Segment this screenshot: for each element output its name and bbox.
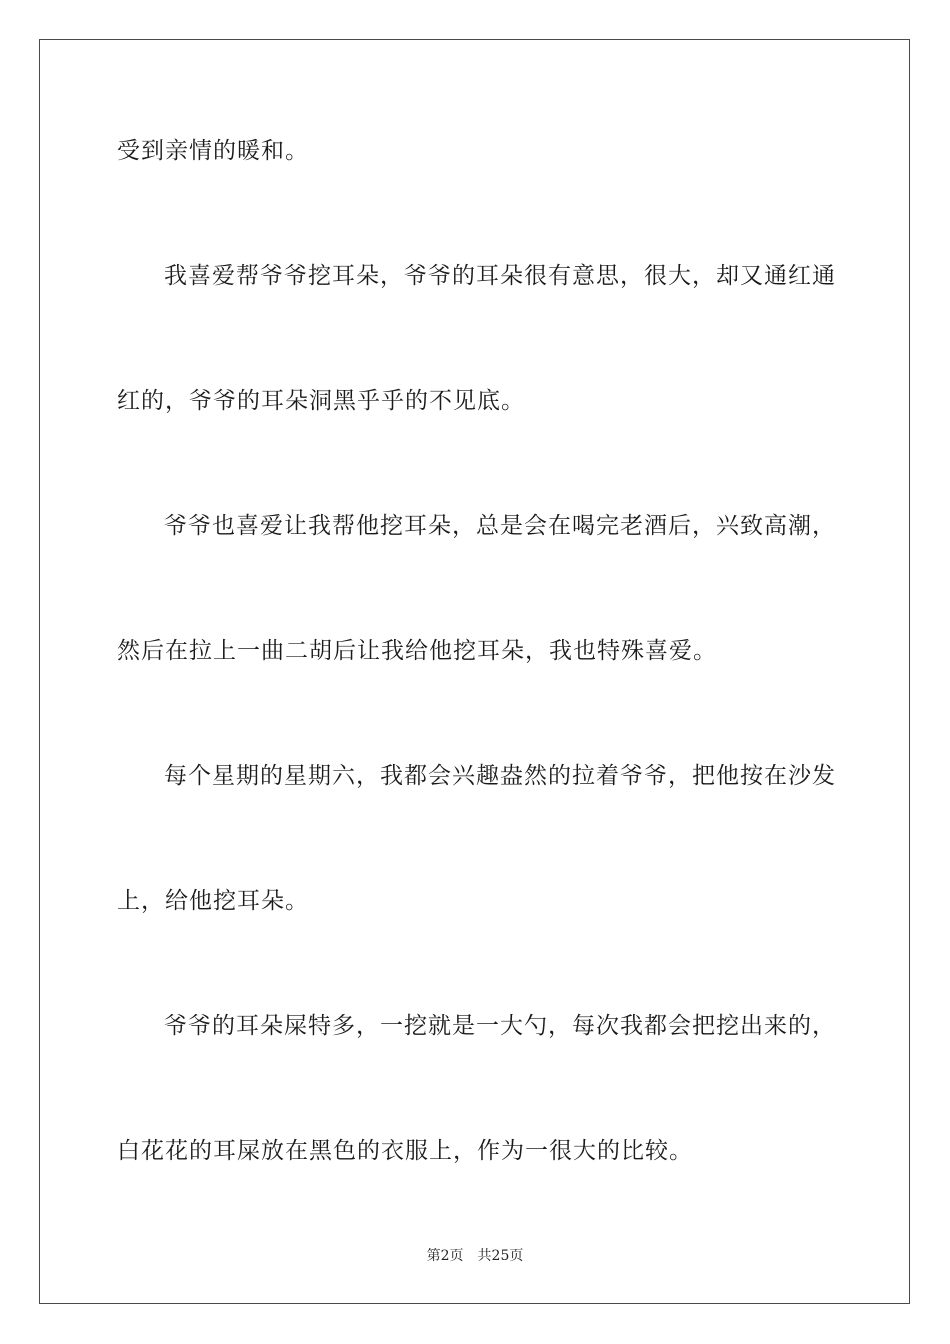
text-line: 白花花的耳屎放在黑色的衣服上，作为一很大的比较。 <box>117 1138 693 1164</box>
paragraph-first-line: 爷爷的耳朵屎特多，一挖就是一大勺，每次我都会把挖出来的， <box>164 1013 836 1039</box>
paragraph-first-line: 每个星期的星期六，我都会兴趣盎然的拉着爷爷，把他按在沙发 <box>164 763 836 789</box>
paragraph-first-line: 爷爷也喜爱让我帮他挖耳朵，总是会在喝完老酒后，兴致高潮， <box>164 513 836 539</box>
text-line: 受到亲情的暖和。 <box>117 138 309 164</box>
page-number: 第2页 <box>426 1248 464 1264</box>
text-line: 上，给他挖耳朵。 <box>117 888 309 914</box>
page-footer <box>0 1247 950 1265</box>
text-line: 红的，爷爷的耳朵洞黑乎乎的不见底。 <box>117 388 525 414</box>
page-border <box>39 39 910 1304</box>
paragraph-first-line: 我喜爱帮爷爷挖耳朵，爷爷的耳朵很有意思，很大，却又通红通 <box>164 263 836 289</box>
text-line: 然后在拉上一曲二胡后让我给他挖耳朵，我也特殊喜爱。 <box>117 638 717 664</box>
total-pages: 共25页 <box>477 1248 524 1264</box>
